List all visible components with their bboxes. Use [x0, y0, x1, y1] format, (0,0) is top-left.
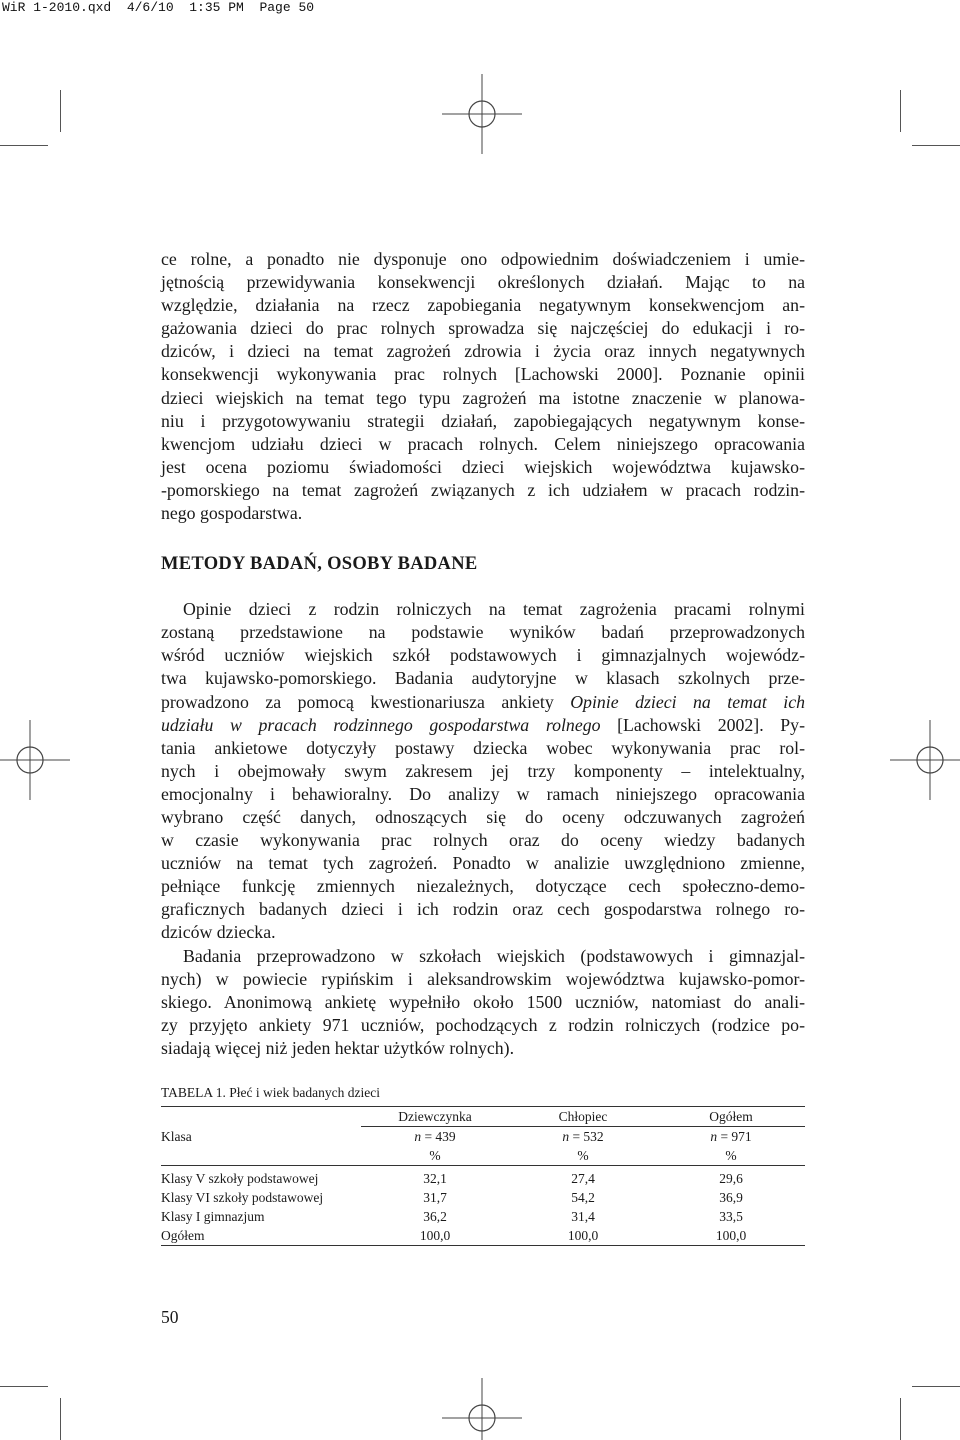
- table-cell: 32,1: [423, 1171, 447, 1186]
- registration-mark-bottom: [442, 1378, 522, 1440]
- text-line: jętnością przewidywania konsekwencji określonych działań. Mając to na: [161, 272, 805, 293]
- text-line: zy przyjęto ankiety 971 uczniów, pochodzących z rodzin rolniczych (rodzice po-: [161, 1014, 805, 1035]
- intro-paragraph: [161, 248, 805, 525]
- table-empty-cell: [161, 1146, 361, 1166]
- text-line: niu i przygotowywaniu strategii działań, zapobiegających negatywnym konse-: [161, 410, 805, 431]
- column-header: Dziewczynka: [361, 1107, 509, 1127]
- unit-label: %: [361, 1146, 509, 1166]
- text-line: graficznych badanych dzieci i ich rodzin oraz cech gospodarstwa rolnego ro-: [161, 899, 805, 920]
- n-symbol: n: [710, 1129, 718, 1144]
- table-corner-cell: [161, 1107, 361, 1127]
- table-header-row: [161, 1107, 805, 1127]
- table-row: [161, 1207, 805, 1226]
- column-header: Ogółem: [657, 1107, 805, 1127]
- questionnaire-title-cont: udziału w pracach rodzinnego gospodarstwa rolnego: [161, 714, 601, 735]
- text-line: -pomorskiego na temat zagrożeń związanych z ich udziałem w pracach rodzin-: [161, 479, 805, 500]
- crop-mark-top-left-v: [60, 90, 61, 132]
- text-line: siadają więcej niż jeden hektar użytków rolnych).: [161, 1037, 515, 1058]
- text-line: zostaną przedstawione na podstawie wyników badań przeprowadzonych: [161, 622, 805, 643]
- text-line: [161, 691, 805, 714]
- text-line: Opinie dzieci z rodzin rolniczych na temat zagrożenia pracami rolnymi: [183, 599, 805, 620]
- text-line: dzieci wiejskich na temat tego typu zagrożeń ma istotne znaczenie w planowa-: [161, 387, 805, 408]
- table-header-row: [161, 1146, 805, 1166]
- table-cell: 31,7: [423, 1190, 447, 1205]
- text-line: nych) w powiecie rypińskim i aleksandrowskim województwa kujawsko-pomor-: [161, 968, 805, 989]
- body-text: [161, 248, 805, 1060]
- table-cell: 33,5: [719, 1209, 743, 1224]
- text-span: prowadzono za pomocą kwestionariusza ankiety: [161, 691, 571, 712]
- crop-mark-bottom-right-v: [900, 1398, 901, 1440]
- n-symbol: n: [562, 1129, 570, 1144]
- sample-paragraph: [161, 945, 805, 1060]
- text-line: jest ocena poziomu świadomości dzieci wiejskich województwa kujawsko-: [161, 456, 805, 477]
- table-header-row: [161, 1127, 805, 1147]
- column-header: Chłopiec: [509, 1107, 657, 1127]
- table-cell: 36,2: [423, 1209, 447, 1224]
- registration-mark-right: [890, 720, 960, 800]
- text-span: [Lachowski 2002]. Py-: [600, 714, 805, 735]
- crop-mark-bottom-left-h: [0, 1386, 48, 1387]
- table-caption: TABELA 1. Płeć i wiek badanych dzieci: [161, 1085, 380, 1100]
- data-table: [161, 1106, 805, 1246]
- page-number: 50: [161, 1307, 179, 1327]
- print-slug: WiR 1-2010.qxd 4/6/10 1:35 PM Page 50: [2, 0, 315, 15]
- text-line: w czasie wykonywania prac rolnych oraz do oceny wiedzy badanych: [161, 830, 805, 851]
- unit-label: %: [657, 1146, 805, 1166]
- methods-section: [161, 598, 805, 1060]
- table-row: [161, 1169, 805, 1188]
- text-line: nego gospodarstwa.: [161, 503, 303, 524]
- row-label: Klasy I gimnazjum: [161, 1209, 265, 1224]
- questionnaire-title: Opinie dzieci na temat ich: [570, 691, 805, 712]
- table-cell: 29,6: [719, 1171, 743, 1186]
- table-cell: 36,9: [719, 1190, 743, 1205]
- row-label: Ogółem: [161, 1226, 361, 1246]
- text-line: emocjonalny i behawioralny. Do analizy w ramach niniejszego opracowania: [161, 783, 805, 804]
- crop-mark-top-left-h: [0, 145, 48, 146]
- text-line: wybrano część danych, odnoszących się do oceny odczuwanych zagrożeń: [161, 806, 805, 827]
- registration-mark-top: [442, 74, 522, 154]
- table-cell: 100,0: [657, 1226, 805, 1246]
- text-line: uczniów na temat tych zagrożeń. Ponadto w analizie uwzględniono zmienne,: [161, 853, 805, 874]
- sample-size: [361, 1127, 509, 1147]
- table-cell: 100,0: [509, 1226, 657, 1246]
- crop-mark-top-right-h: [912, 145, 960, 146]
- row-label: Klasy V szkoły podstawowej: [161, 1171, 319, 1186]
- text-line: skiego. Anonimową ankietę wypełniło około 1500 uczniów, natomiast do anali-: [161, 991, 805, 1012]
- text-line: tania ankietowe dotyczyły postawy dziecka wobec wykonywania prac rol-: [161, 737, 805, 758]
- text-line: Badania przeprowadzono w szkołach wiejskich (podstawowych i gimnazjal-: [183, 945, 805, 966]
- text-line: ce rolne, a ponadto nie dysponuje ono odpowiednim doświadczeniem i umie-: [161, 249, 805, 269]
- text-line: konsekwencji wykonywania prac rolnych [Lachowski 2000]. Poznanie opinii: [161, 364, 805, 385]
- section-heading: METODY BADAŃ, OSOBY BADANE: [161, 554, 478, 575]
- text-line: względzie, działania na rzecz zapobiegania negatywnym konsekwencjom an-: [161, 295, 805, 316]
- table-cell: 27,4: [571, 1171, 595, 1186]
- table-cell: 100,0: [361, 1226, 509, 1246]
- row-label: Klasy VI szkoły podstawowej: [161, 1190, 324, 1205]
- text-line: nych i obejmowały swym zakresem jej trzy komponenty – intelektualny,: [161, 760, 805, 781]
- table-cell: 54,2: [571, 1190, 595, 1205]
- text-line: wśród uczniów wiejskich szkół podstawowych i gimnazjalnych wojewódz-: [161, 645, 805, 666]
- unit-label: %: [509, 1146, 657, 1166]
- text-line: pełniące funkcję zmiennych niezależnych, dotyczące cech społeczno-demo-: [161, 876, 805, 897]
- text-line: gażowania dzieci do prac rolnych sprowadza się najczęściej do edukacji i ro-: [161, 318, 805, 339]
- crop-mark-top-right-v: [900, 90, 901, 132]
- text-line: dziców, i dzieci na temat zagrożeń zdrowia i życia oraz innych negatywnych: [161, 341, 805, 362]
- table-row: [161, 1226, 805, 1246]
- text-line: dziców dziecka.: [161, 922, 276, 943]
- table-cell: 31,4: [571, 1209, 595, 1224]
- text-line: kwencjom udziału dzieci w pracach rolnych. Celem niniejszego opracowania: [161, 433, 805, 454]
- methods-paragraph: [161, 598, 805, 944]
- sample-size: [509, 1127, 657, 1147]
- row-header-label: Klasa: [161, 1128, 192, 1144]
- text-line: [161, 714, 805, 737]
- sample-size: [657, 1127, 805, 1147]
- crop-mark-bottom-left-v: [60, 1398, 61, 1440]
- text-line: twa kujawsko-pomorskiego. Badania audytoryjne w klasach szkolnych prze-: [161, 668, 805, 689]
- table-row: [161, 1188, 805, 1207]
- crop-mark-bottom-right-h: [912, 1386, 960, 1387]
- n-symbol: n: [414, 1129, 422, 1144]
- n-value: = 532: [569, 1129, 604, 1144]
- registration-mark-left: [0, 720, 70, 800]
- n-value: = 439: [421, 1129, 456, 1144]
- n-value: = 971: [717, 1129, 752, 1144]
